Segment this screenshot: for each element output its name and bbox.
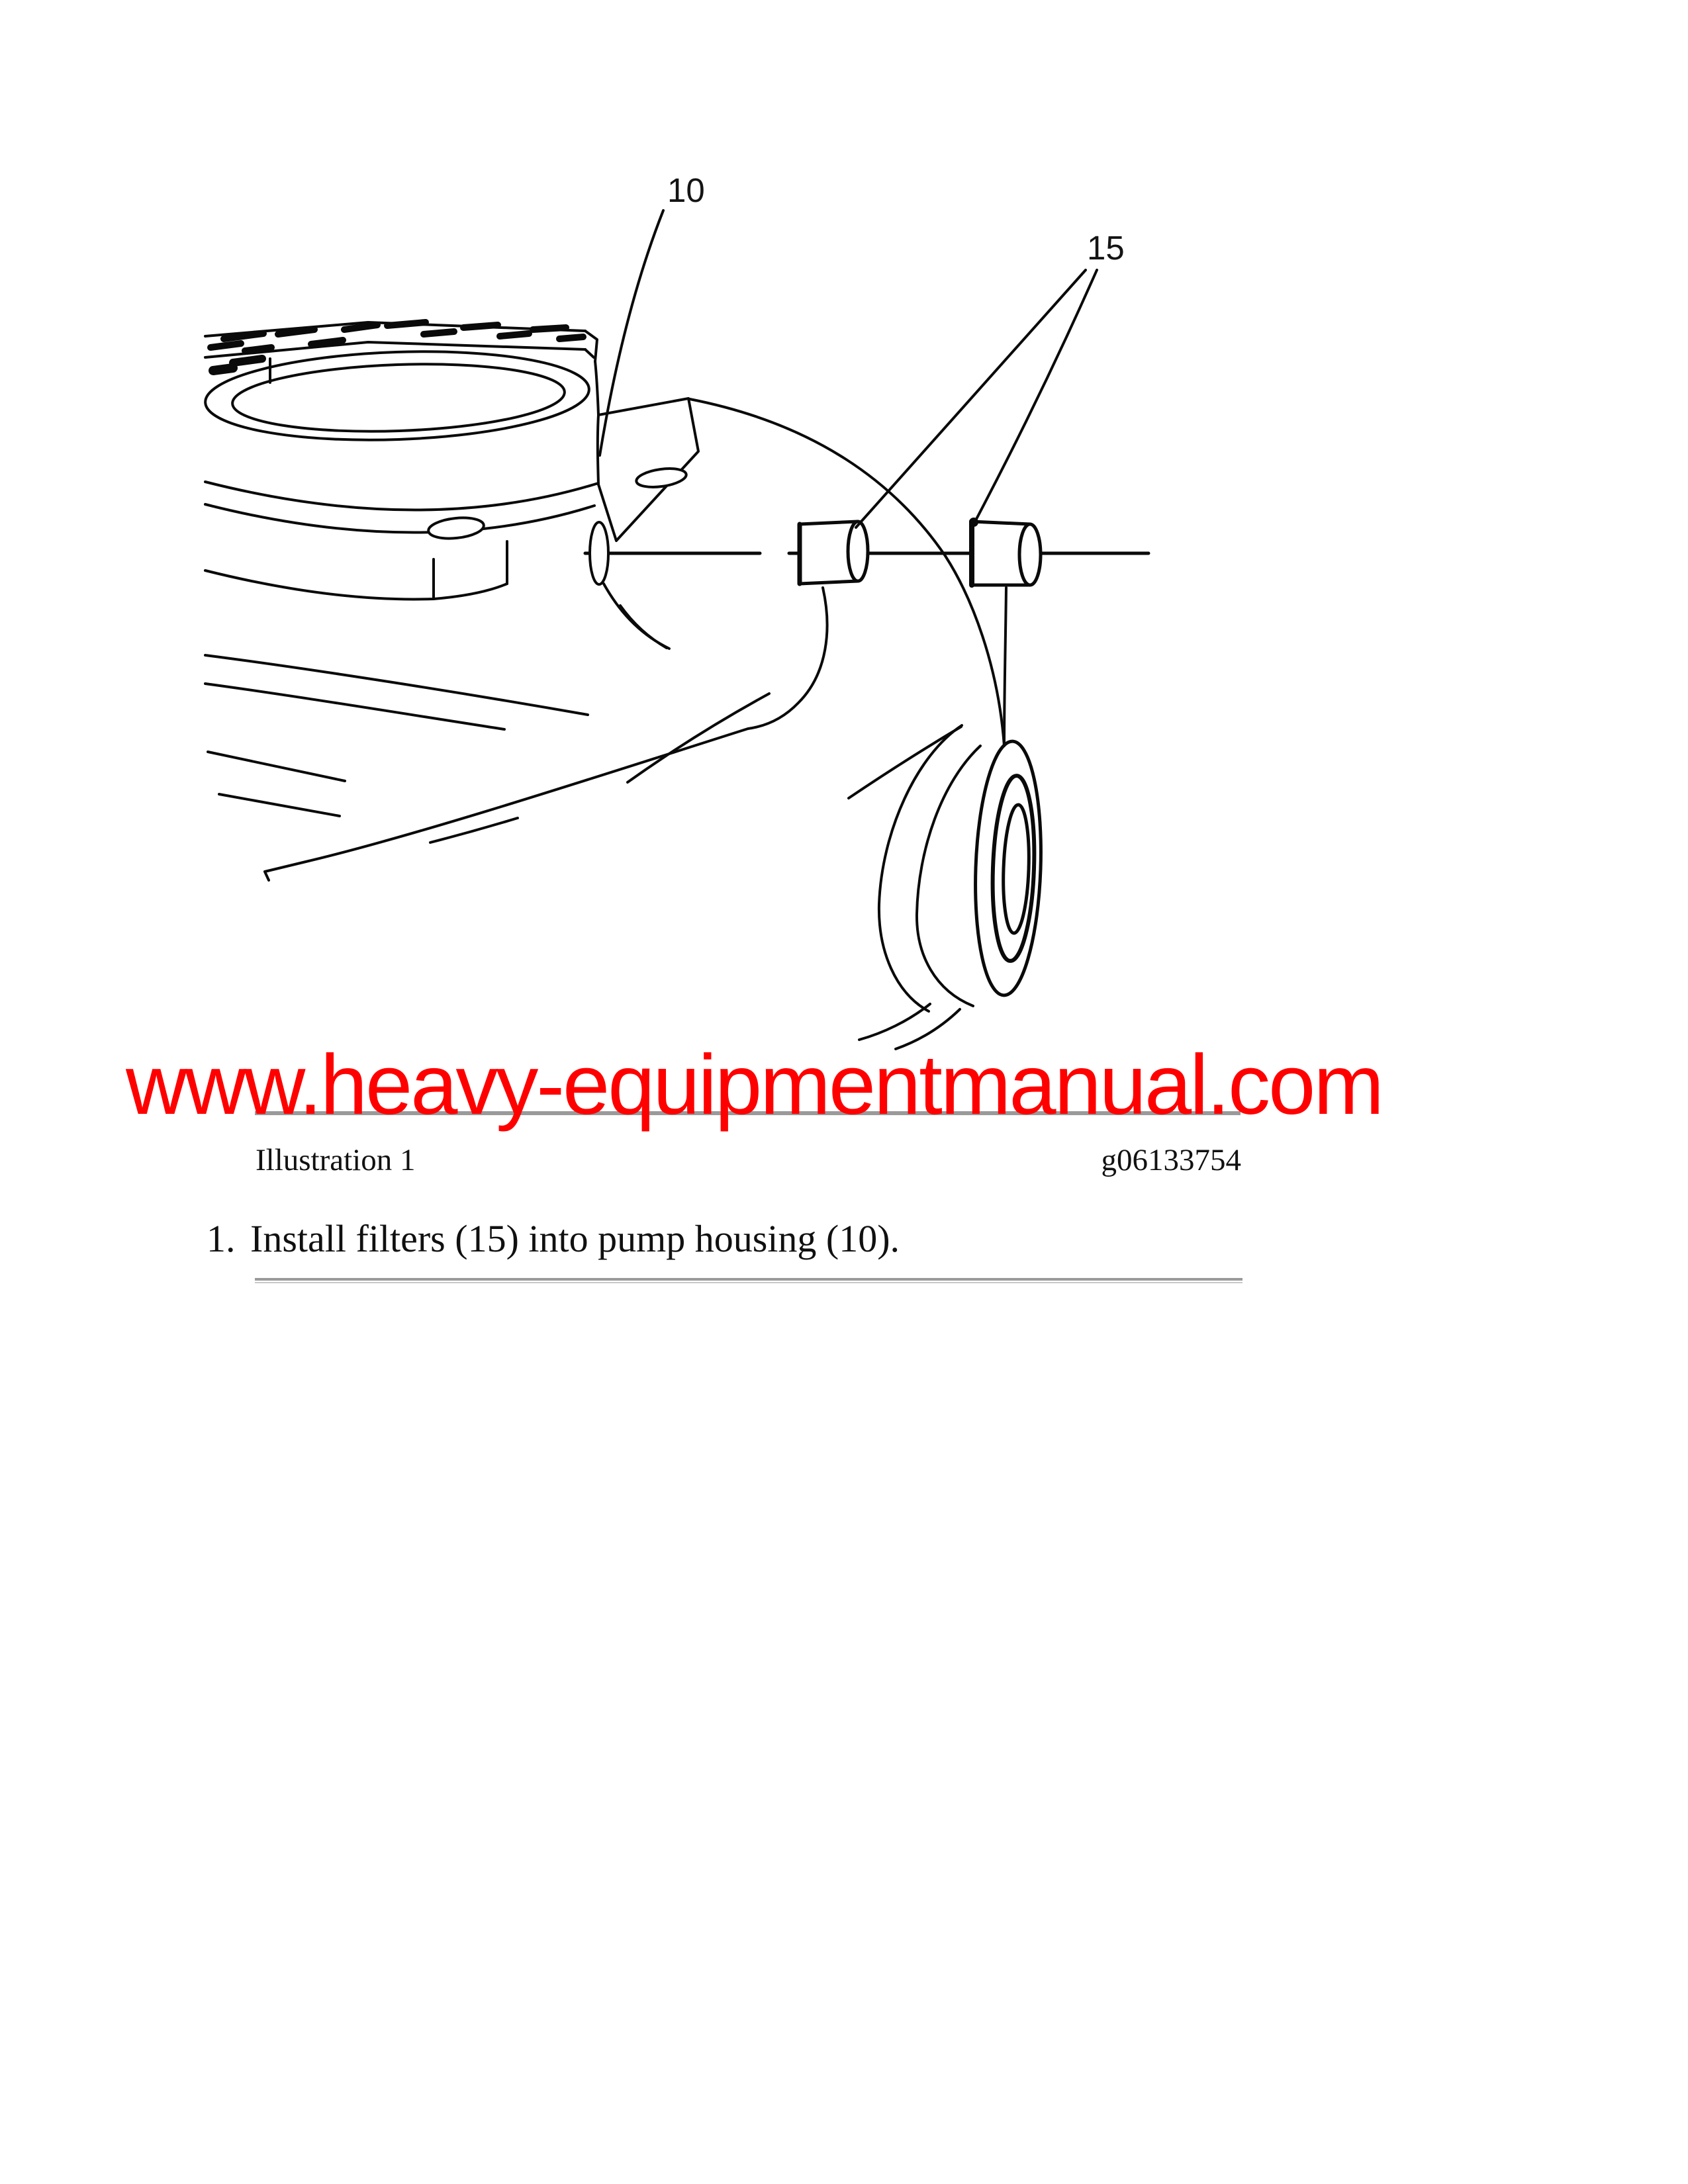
callout-10-label: 10 xyxy=(667,171,705,209)
step-1 xyxy=(207,1216,1332,1261)
bolt-hole xyxy=(635,466,688,490)
filter-left xyxy=(800,522,868,584)
callout-15-leader-left xyxy=(856,270,1086,527)
callout-15-label: 15 xyxy=(1087,229,1125,267)
axis-bore-ellipse xyxy=(590,522,608,584)
section-divider xyxy=(255,1278,1243,1283)
watermark-text: www.heavy-equipmentmanual.com xyxy=(126,1038,1382,1132)
bolt-hole xyxy=(428,516,485,541)
housing-outline xyxy=(205,399,1004,880)
section-divider-light-line xyxy=(255,1282,1243,1283)
flange-outline xyxy=(204,322,698,599)
illustration-caption-row xyxy=(256,1142,1241,1178)
filter-to-port-line xyxy=(1004,588,1006,746)
illustration-caption: Illustration 1 xyxy=(256,1143,416,1177)
filter-right xyxy=(969,518,1041,585)
callout-10-leader xyxy=(600,210,663,455)
step-1-text: Install filters (15) into pump housing (10). xyxy=(250,1217,900,1260)
step-1-number: 1. xyxy=(207,1217,236,1260)
illustration-id: g06133754 xyxy=(1101,1143,1241,1177)
callout-15-leader-right xyxy=(975,270,1097,522)
